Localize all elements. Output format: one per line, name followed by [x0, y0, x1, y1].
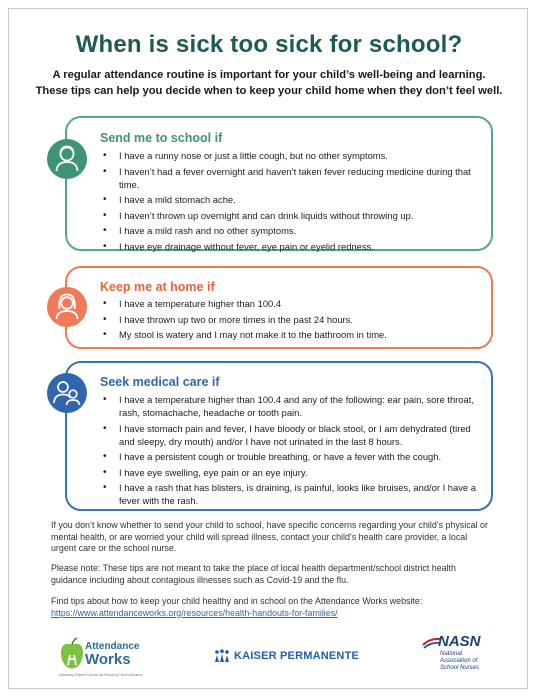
footer-paragraph-3	[51, 596, 491, 619]
list-item: • I have a persistent cough or trouble breathing, or have a fever with the cough.	[100, 450, 481, 463]
kaiser-permanente-logo	[214, 649, 364, 669]
list-item: • I have eye swelling, eye pain or an eye injury.	[100, 466, 481, 479]
list-item: • My stool is watery and I may not make it to the bathroom in time.	[100, 328, 481, 341]
child-icon	[47, 139, 87, 179]
nasn-line2: Association of	[440, 658, 478, 664]
document-page	[8, 8, 528, 689]
list-item: • I have a mild stomach ache.	[100, 193, 481, 206]
list-item: • I have a temperature higher than 100.4 and any of the following: ear pain, sore throat, rash, stomachache, headache or tooth pain.	[100, 393, 481, 419]
nasn-line1: National	[440, 651, 463, 657]
symptom-list	[100, 149, 481, 256]
nasn-line3: School Nurses	[440, 665, 480, 671]
footer-paragraph-1: If you don’t know whether to send your child to school, have specific concerns regarding your child’s physical or mental health, or are worried your child will spread illness, contact your child’s health care provider, a local urgent care or the school nurse.	[51, 520, 488, 554]
intro-line-2: These tips can help you decide when to keep your child home when they don’t feel well.	[35, 85, 503, 97]
footer-paragraph-2: Please note: These tips are not meant to take the place of local health department/school district health guidance including about contagious illnesses such as Covid-19 and the flu.	[51, 563, 456, 585]
attendance-works-line2: Works	[85, 651, 131, 668]
attendance-works-link[interactable]: https://www.attendanceworks.org/resources/health-handouts-for-families/	[51, 607, 338, 618]
nasn-name: NASN	[438, 633, 481, 650]
list-item: • I have stomach pain and fever, I have bloody or black stool, or I am dehydrated (tired and sleepy, dry mouth) and/or I have not urinated in the last 8 hours.	[100, 422, 481, 448]
section-keep-at-home	[65, 266, 493, 349]
attendance-works-line1: Attendance	[85, 641, 140, 652]
attendance-works-logo	[59, 635, 179, 679]
kaiser-name: KAISER PERMANENTE	[234, 650, 360, 662]
list-item: • I have a mild rash and no other symptoms.	[100, 224, 481, 237]
list-item: • I have a runny nose or just a little cough, but no other symptoms.	[100, 149, 481, 162]
list-item: • I haven’t had a fever overnight and haven’t taken fever reducing medicine during that time.	[100, 165, 481, 191]
section-send-to-school	[65, 116, 493, 251]
symptom-list	[100, 297, 481, 344]
symptom-list	[100, 393, 481, 510]
girl-icon	[47, 287, 87, 327]
section-heading: Keep me at home if	[100, 280, 215, 294]
list-item: • I have eye drainage without fever, eye pain or eyelid redness.	[100, 240, 481, 253]
section-seek-medical-care	[65, 361, 493, 511]
list-item: • I haven’t thrown up overnight and can drink liquids without throwing up.	[100, 209, 481, 222]
section-heading: Seek medical care if	[100, 375, 220, 389]
family-icon	[47, 373, 87, 413]
apple-icon	[59, 637, 85, 671]
attendance-works-tagline: Advancing Student Success By Reducing Chronic Absence	[59, 673, 143, 677]
list-item: • I have a rash that has blisters, is draining, is painful, looks like bruises, and/or I have a fever with the rash.	[100, 481, 481, 507]
nasn-logo	[422, 633, 502, 683]
page-title: When is sick too sick for school?	[75, 31, 463, 58]
list-item: • I have thrown up two or more times in the past 24 hours.	[100, 313, 481, 326]
kaiser-people-icon	[214, 649, 230, 663]
intro-line-1: A regular attendance routine is important for your child’s well-being and learning.	[52, 69, 486, 81]
section-heading: Send me to school if	[100, 131, 223, 145]
footer-tips-text: Find tips about how to keep your child healthy and in school on the Attendance Works website:	[51, 596, 423, 606]
list-item: • I have a temperature higher than 100.4	[100, 297, 481, 310]
intro-text	[29, 67, 509, 99]
